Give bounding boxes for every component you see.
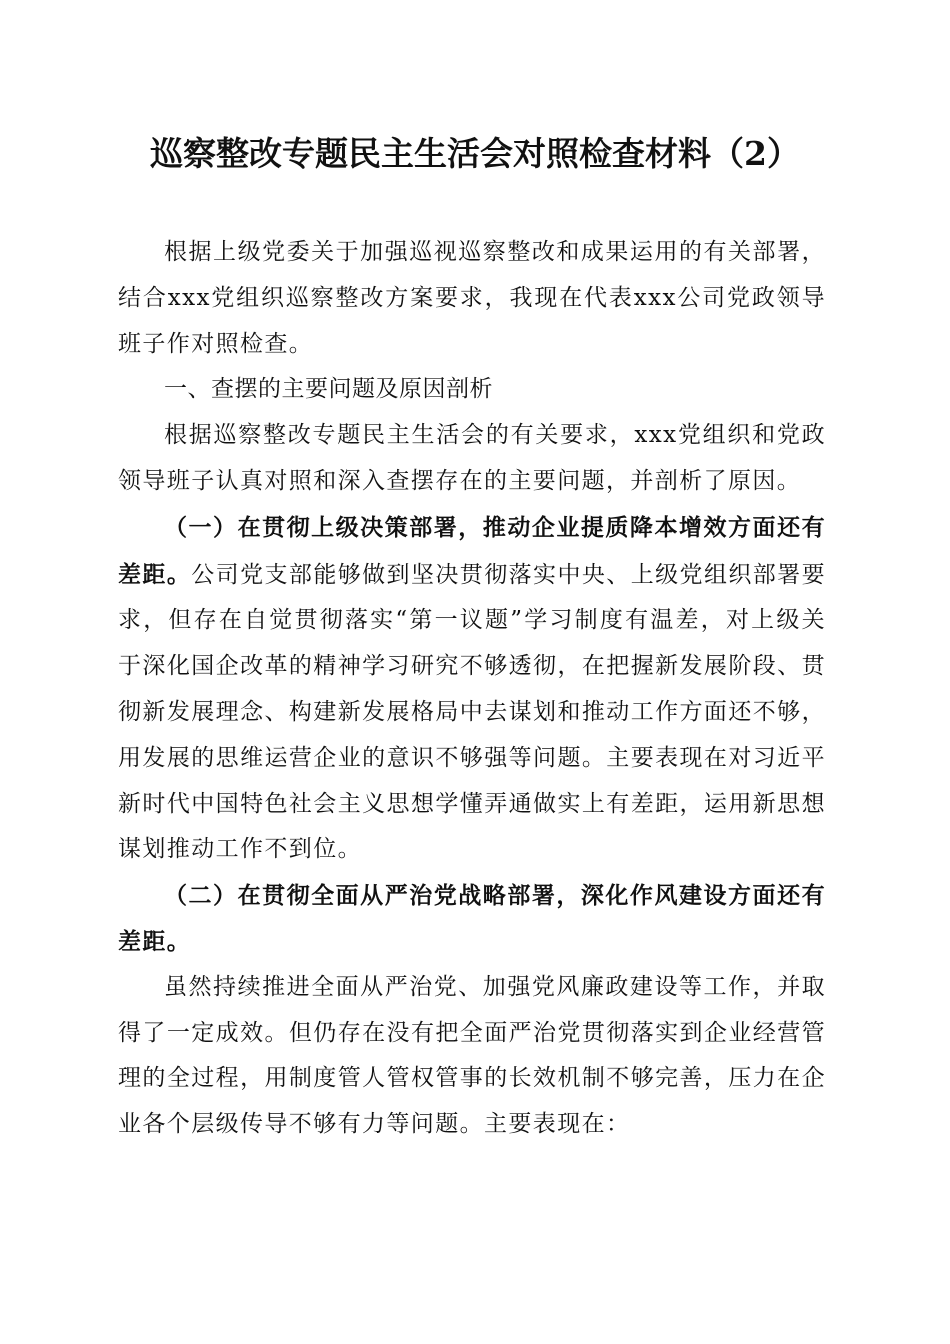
intro-paragraph: 根据上级党委关于加强巡视巡察整改和成果运用的有关部署，结合xxx党组织巡察整改方案要求，我现在代表xxx公司党政领导班子作对照检查。 [118,239,826,357]
item2-heading: （二）在贯彻全面从严治党战略部署，深化作风建设方面还有差距。 [118,882,826,955]
item1-paragraph [118,505,826,873]
item1-heading: （一）在贯彻上级决策部署，推动企业提质降本增效方面还有差距。 [118,513,826,588]
item1-body: 公司党支部能够做到坚决贯彻落实中央、上级党组织部署要求，但存在自觉贯彻落实“第一议题”学习制度有温差，对上级关于深化国企改革的精神学习研究不够透彻，在把握新发展阶段、贯彻新发展理念、构建新发展格局中去谋划和推动工作方面还不够，用发展的思维运营企业的意识不够强等问题。主要表现在对习近平新时代中国特色社会主义思想学懂弄通做实上有差距，运用新思想谋划推动工作不到位。 [118,561,826,863]
section1-intro-paragraph: 根据巡察整改专题民主生活会的有关要求，xxx党组织和党政领导班子认真对照和深入查摆存在的主要问题，并剖析了原因。 [118,422,826,494]
section-heading-1: 一、查摆的主要问题及原因剖析 [164,376,493,403]
document-body [118,230,826,1148]
item2-body-paragraph: 虽然持续推进全面从严治党、加强党风廉政建设等工作，并取得了一定成效。但仍存在没有把全面严治党贯彻落实到企业经营管理的全过程，用制度管人管权管事的长效机制不够完善，压力在企业各个层级传导不够有力等问题。主要表现在： [118,973,826,1138]
document-title: 巡察整改专题民主生活会对照检查材料（2） [150,134,800,173]
